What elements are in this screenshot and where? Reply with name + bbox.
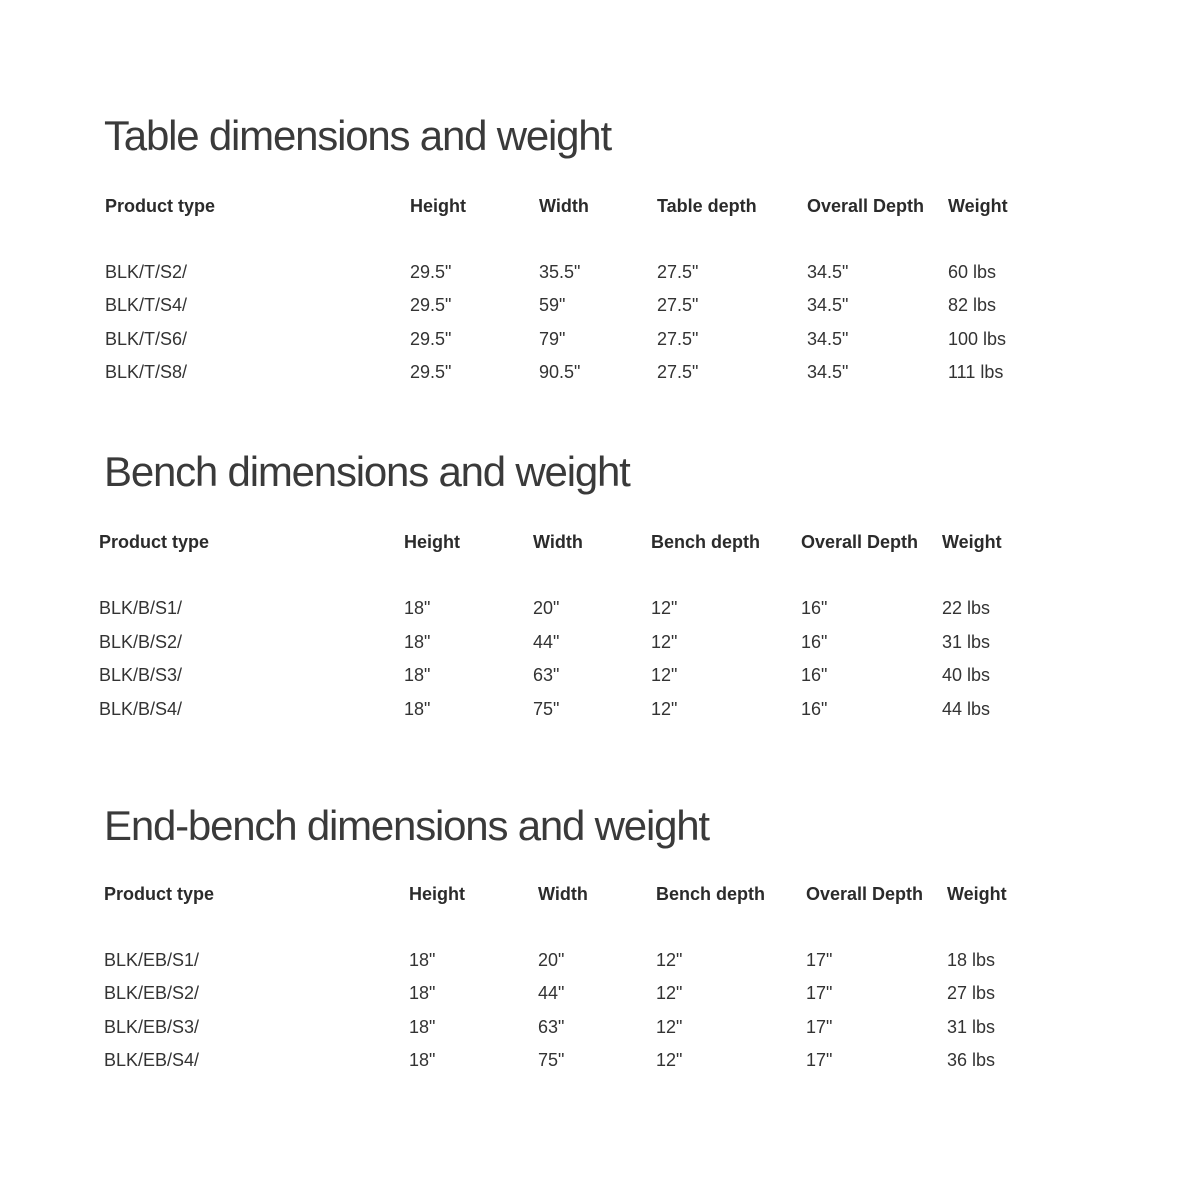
cell-height: 18" bbox=[404, 632, 431, 652]
cell-depth: 27.5" bbox=[657, 262, 699, 282]
header-width: Width bbox=[533, 532, 583, 552]
cell-product-type: BLK/EB/S4/ bbox=[104, 1050, 200, 1070]
cell-width: 20" bbox=[538, 950, 565, 970]
cell-width: 90.5" bbox=[539, 362, 581, 382]
cell-overall-depth: 16" bbox=[801, 632, 828, 652]
cell-product-type: BLK/B/S2/ bbox=[99, 632, 183, 652]
header-overall-depth: Overall Depth bbox=[806, 884, 924, 904]
cell-depth: 12" bbox=[656, 983, 683, 1003]
cell-product-type: BLK/T/S6/ bbox=[105, 329, 188, 349]
cell-height: 18" bbox=[404, 665, 431, 685]
cell-product-type: BLK/T/S2/ bbox=[105, 262, 188, 282]
cell-width: 44" bbox=[533, 632, 560, 652]
cell-weight: 27 lbs bbox=[947, 983, 996, 1003]
cell-product-type: BLK/B/S1/ bbox=[99, 598, 183, 618]
cell-height: 18" bbox=[409, 1050, 436, 1070]
cell-height: 18" bbox=[409, 983, 436, 1003]
cell-depth: 12" bbox=[651, 598, 678, 618]
cell-overall-depth: 34.5" bbox=[807, 362, 849, 382]
cell-overall-depth: 34.5" bbox=[807, 329, 849, 349]
cell-width: 63" bbox=[538, 1017, 565, 1037]
header-depth: Bench depth bbox=[656, 884, 766, 904]
cell-height: 29.5" bbox=[410, 329, 452, 349]
cell-width: 75" bbox=[533, 699, 560, 719]
header-overall-depth: Overall Depth bbox=[807, 196, 925, 216]
cell-overall-depth: 16" bbox=[801, 665, 828, 685]
header-height: Height bbox=[404, 532, 460, 552]
cell-product-type: BLK/B/S3/ bbox=[99, 665, 183, 685]
header-width: Width bbox=[538, 884, 588, 904]
cell-product-type: BLK/T/S4/ bbox=[105, 295, 188, 315]
cell-weight: 111 lbs bbox=[948, 362, 1004, 382]
cell-weight: 100 lbs bbox=[948, 329, 1007, 349]
cell-depth: 12" bbox=[651, 699, 678, 719]
header-overall-depth: Overall Depth bbox=[801, 532, 919, 552]
cell-width: 35.5" bbox=[539, 262, 581, 282]
cell-product-type: BLK/EB/S3/ bbox=[104, 1017, 200, 1037]
cell-height: 18" bbox=[404, 699, 431, 719]
section-title: End-bench dimensions and weight bbox=[104, 802, 709, 849]
cell-depth: 12" bbox=[656, 950, 683, 970]
cell-overall-depth: 17" bbox=[806, 950, 833, 970]
cell-height: 29.5" bbox=[410, 295, 452, 315]
cell-height: 29.5" bbox=[410, 262, 452, 282]
cell-weight: 22 lbs bbox=[942, 598, 991, 618]
section-title: Table dimensions and weight bbox=[104, 112, 611, 159]
cell-weight: 40 lbs bbox=[942, 665, 991, 685]
header-weight: Weight bbox=[942, 532, 1002, 552]
cell-overall-depth: 17" bbox=[806, 983, 833, 1003]
cell-product-type: BLK/EB/S1/ bbox=[104, 950, 200, 970]
cell-width: 79" bbox=[539, 329, 566, 349]
cell-weight: 31 lbs bbox=[942, 632, 991, 652]
cell-overall-depth: 34.5" bbox=[807, 262, 849, 282]
cell-width: 44" bbox=[538, 983, 565, 1003]
cell-width: 75" bbox=[538, 1050, 565, 1070]
cell-depth: 27.5" bbox=[657, 295, 699, 315]
cell-depth: 12" bbox=[651, 665, 678, 685]
cell-overall-depth: 16" bbox=[801, 598, 828, 618]
cell-overall-depth: 16" bbox=[801, 699, 828, 719]
cell-depth: 12" bbox=[656, 1017, 683, 1037]
header-weight: Weight bbox=[948, 196, 1008, 216]
cell-overall-depth: 17" bbox=[806, 1050, 833, 1070]
cell-depth: 12" bbox=[651, 632, 678, 652]
cell-weight: 36 lbs bbox=[947, 1050, 996, 1070]
header-product-type: Product type bbox=[105, 196, 216, 216]
cell-width: 59" bbox=[539, 295, 566, 315]
header-depth: Table depth bbox=[657, 196, 757, 216]
cell-weight: 44 lbs bbox=[942, 699, 991, 719]
cell-weight: 31 lbs bbox=[947, 1017, 996, 1037]
cell-overall-depth: 34.5" bbox=[807, 295, 849, 315]
cell-depth: 12" bbox=[656, 1050, 683, 1070]
cell-depth: 27.5" bbox=[657, 329, 699, 349]
cell-product-type: BLK/EB/S2/ bbox=[104, 983, 200, 1003]
cell-product-type: BLK/B/S4/ bbox=[99, 699, 183, 719]
cell-height: 18" bbox=[404, 598, 431, 618]
section-title: Bench dimensions and weight bbox=[104, 448, 630, 495]
header-product-type: Product type bbox=[99, 532, 210, 552]
header-weight: Weight bbox=[947, 884, 1007, 904]
header-depth: Bench depth bbox=[651, 532, 761, 552]
cell-weight: 82 lbs bbox=[948, 295, 997, 315]
cell-height: 18" bbox=[409, 1017, 436, 1037]
cell-height: 18" bbox=[409, 950, 436, 970]
cell-width: 20" bbox=[533, 598, 560, 618]
cell-depth: 27.5" bbox=[657, 362, 699, 382]
cell-weight: 18 lbs bbox=[947, 950, 996, 970]
cell-product-type: BLK/T/S8/ bbox=[105, 362, 188, 382]
header-product-type: Product type bbox=[104, 884, 215, 904]
cell-weight: 60 lbs bbox=[948, 262, 997, 282]
header-height: Height bbox=[410, 196, 466, 216]
header-width: Width bbox=[539, 196, 589, 216]
cell-overall-depth: 17" bbox=[806, 1017, 833, 1037]
cell-height: 29.5" bbox=[410, 362, 452, 382]
cell-width: 63" bbox=[533, 665, 560, 685]
header-height: Height bbox=[409, 884, 465, 904]
